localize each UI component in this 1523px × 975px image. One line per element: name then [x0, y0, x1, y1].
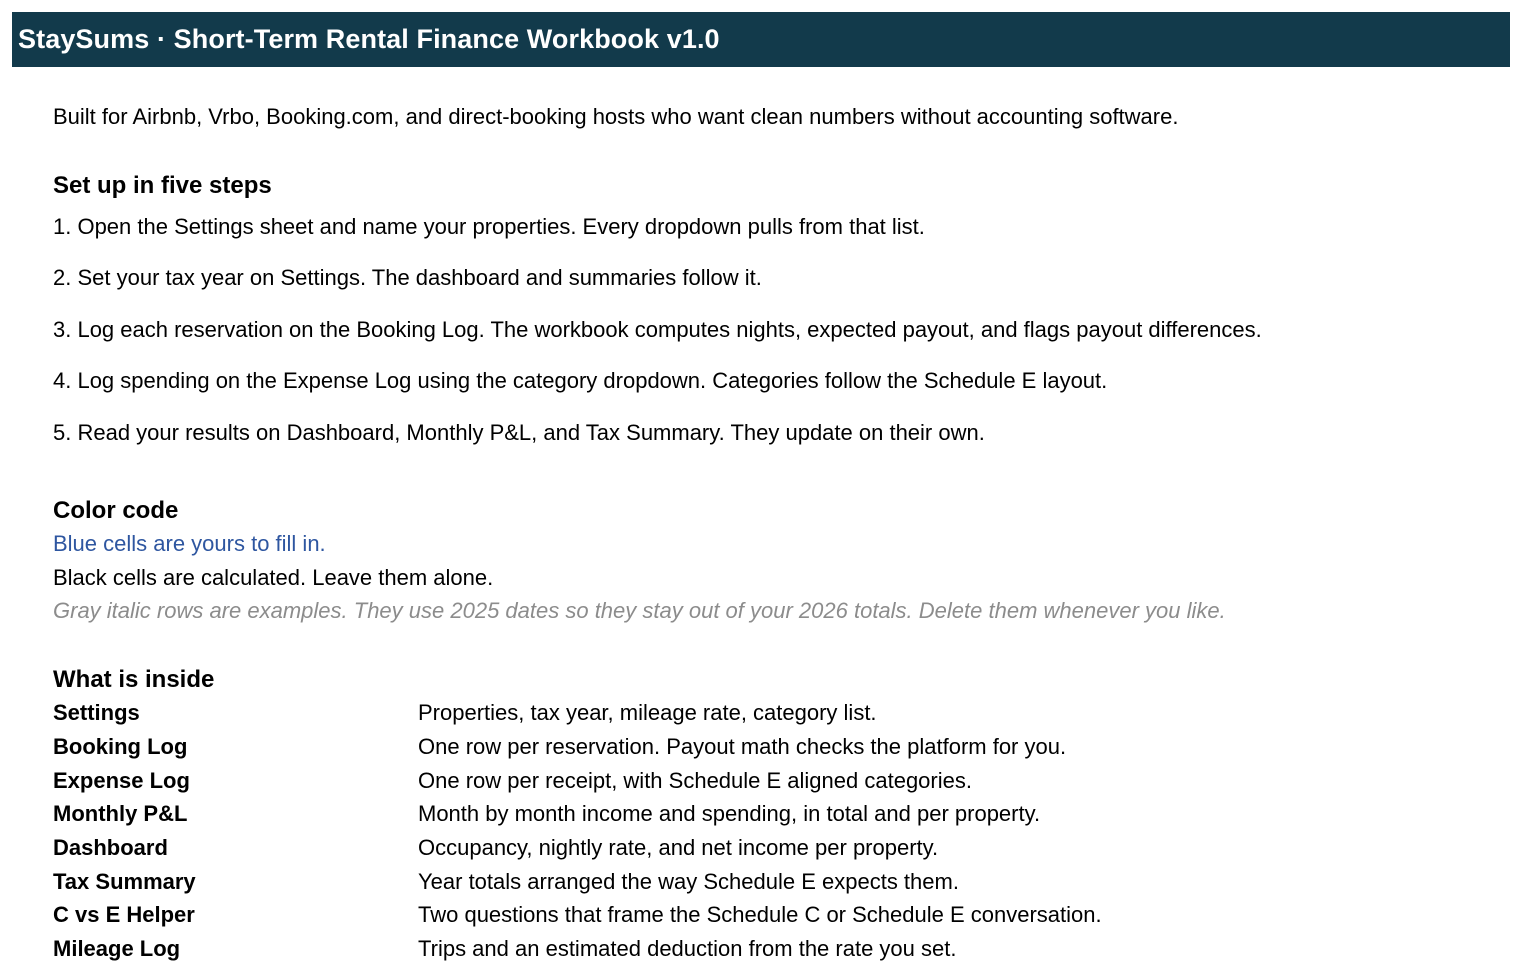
setup-step-2: 2. Set your tax year on Settings. The dashboard and summaries follow it.	[53, 265, 762, 290]
setup-step-4: 4. Log spending on the Expense Log using the category dropdown. Categories follow the Schedule E layout.	[53, 368, 1108, 393]
sheet-row-monthly-pl	[53, 799, 1493, 829]
sheet-row-settings	[53, 698, 1493, 728]
sheet-description: Month by month income and spending, in total and per property.	[418, 801, 1041, 826]
setup-step-5: 5. Read your results on Dashboard, Monthly P&L, and Tax Summary. They update on their own.	[53, 420, 985, 445]
sheet-description: Trips and an estimated deduction from the rate you set.	[418, 936, 957, 961]
sheet-description: Two questions that frame the Schedule C or Schedule E conversation.	[418, 902, 1102, 927]
sheet-row-mileage-log	[53, 934, 1493, 964]
inside-heading: What is inside	[53, 666, 215, 693]
workbook-title-bar	[12, 12, 1510, 67]
sheet-row-expense-log	[53, 766, 1493, 796]
setup-heading: Set up in five steps	[53, 172, 272, 199]
sheet-name: Tax Summary	[53, 869, 196, 894]
setup-step-1: 1. Open the Settings sheet and name your properties. Every dropdown pulls from that list.	[53, 214, 925, 239]
sheet-description: Year totals arranged the way Schedule E expects them.	[418, 869, 959, 894]
sheet-description: Occupancy, nightly rate, and net income per property.	[418, 835, 939, 860]
sheet-name: Dashboard	[53, 835, 168, 860]
intro-text: Built for Airbnb, Vrbo, Booking.com, and direct-booking hosts who want clean numbers without accounting software.	[53, 104, 1179, 129]
color-code-black-note: Black cells are calculated. Leave them alone.	[53, 565, 494, 590]
sheet-description: Properties, tax year, mileage rate, category list.	[418, 700, 877, 725]
sheet-row-c-vs-e-helper	[53, 900, 1493, 930]
color-code-heading: Color code	[53, 497, 179, 524]
sheet-description: One row per reservation. Payout math checks the platform for you.	[418, 734, 1067, 759]
sheet-row-tax-summary	[53, 867, 1493, 897]
sheet-description: One row per receipt, with Schedule E aligned categories.	[418, 768, 972, 793]
sheet-name: Expense Log	[53, 768, 190, 793]
setup-step-3: 3. Log each reservation on the Booking Log. The workbook computes nights, expected payout, and flags payout differences.	[53, 317, 1262, 342]
sheet-name: Booking Log	[53, 734, 188, 759]
sheet-name: Monthly P&L	[53, 801, 188, 826]
sheet-row-booking-log	[53, 732, 1493, 762]
sheet-name: Mileage Log	[53, 936, 181, 961]
sheet-name: C vs E Helper	[53, 902, 195, 927]
color-code-gray-note: Gray italic rows are examples. They use 2025 dates so they stay out of your 2026 totals. Delete them whenever you like.	[53, 598, 1226, 623]
sheet-name: Settings	[53, 700, 140, 725]
sheet-row-dashboard	[53, 833, 1493, 863]
color-code-blue-note: Blue cells are yours to fill in.	[53, 531, 326, 556]
workbook-title: StaySums · Short-Term Rental Finance Workbook v1.0	[18, 24, 720, 54]
